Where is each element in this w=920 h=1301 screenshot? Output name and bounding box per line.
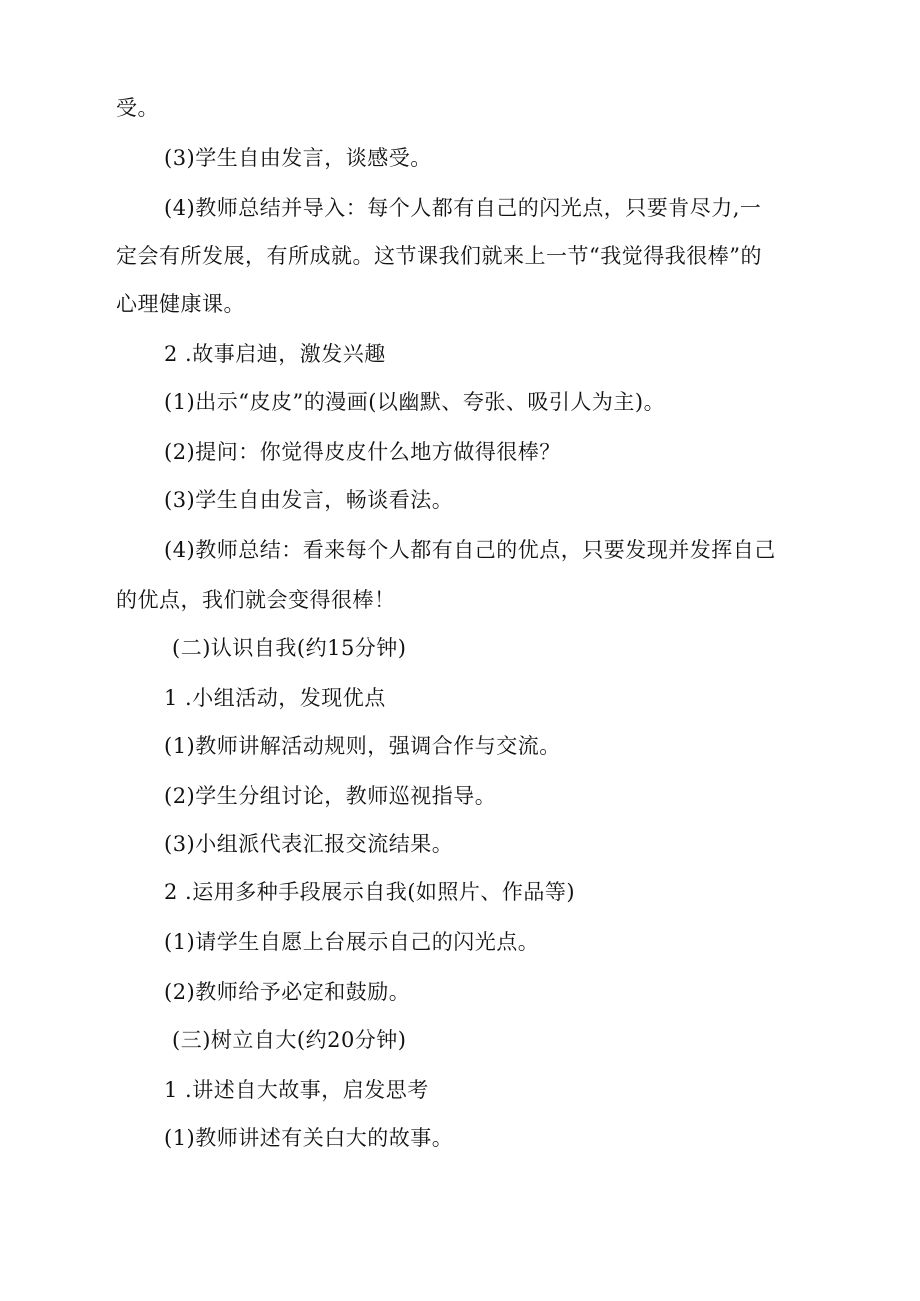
section-heading: 1 .讲述自大故事，启发思考 xyxy=(164,1078,429,1102)
text-line: (3)学生自由发言，谈感受。 xyxy=(164,146,432,170)
text-line: (1)请学生自愿上台展示自己的闪光点。 xyxy=(164,930,540,954)
text-line: (2)教师给予必定和鼓励。 xyxy=(164,980,411,1004)
text-line: 心理健康课。 xyxy=(116,292,245,316)
text-line: (1)教师讲述有关白大的故事。 xyxy=(164,1126,454,1150)
section-heading: (三)树立自大(约20分钟) xyxy=(172,1028,407,1052)
section-heading: 2 .运用多种手段展示自我(如照片、作品等) xyxy=(164,880,576,904)
text-line: 的优点，我们就会变得很棒！ xyxy=(116,588,396,612)
text-line: (2)学生分组讨论，教师巡视指导。 xyxy=(164,784,497,808)
section-heading: (二)认识自我(约15分钟) xyxy=(172,636,407,660)
text-line: (2)提问：你觉得皮皮什么地方做得很棒？ xyxy=(164,440,561,464)
text-line: 受。 xyxy=(116,96,159,120)
text-line: (3)学生自由发言，畅谈看法。 xyxy=(164,488,454,512)
text-line: (4)教师总结：看来每个人都有自己的优点，只要发现并发挥自己 xyxy=(164,538,776,562)
text-line: (4)教师总结并导入：每个人都有自己的闪光点，只要肯尽力,一 xyxy=(164,196,762,220)
text-line: (1)教师讲解活动规则，强调合作与交流。 xyxy=(164,734,561,758)
section-heading: 1 .小组活动，发现优点 xyxy=(164,686,386,710)
text-line: 定会有所发展，有所成就。这节课我们就来上一节“我觉得我很棒”的 xyxy=(116,244,762,268)
section-heading: 2 .故事启迪，激发兴趣 xyxy=(164,342,386,366)
text-line: (3)小组派代表汇报交流结果。 xyxy=(164,832,454,856)
text-line: (1)出示“皮皮”的漫画(以幽默、夸张、吸引人为主)。 xyxy=(164,390,666,414)
